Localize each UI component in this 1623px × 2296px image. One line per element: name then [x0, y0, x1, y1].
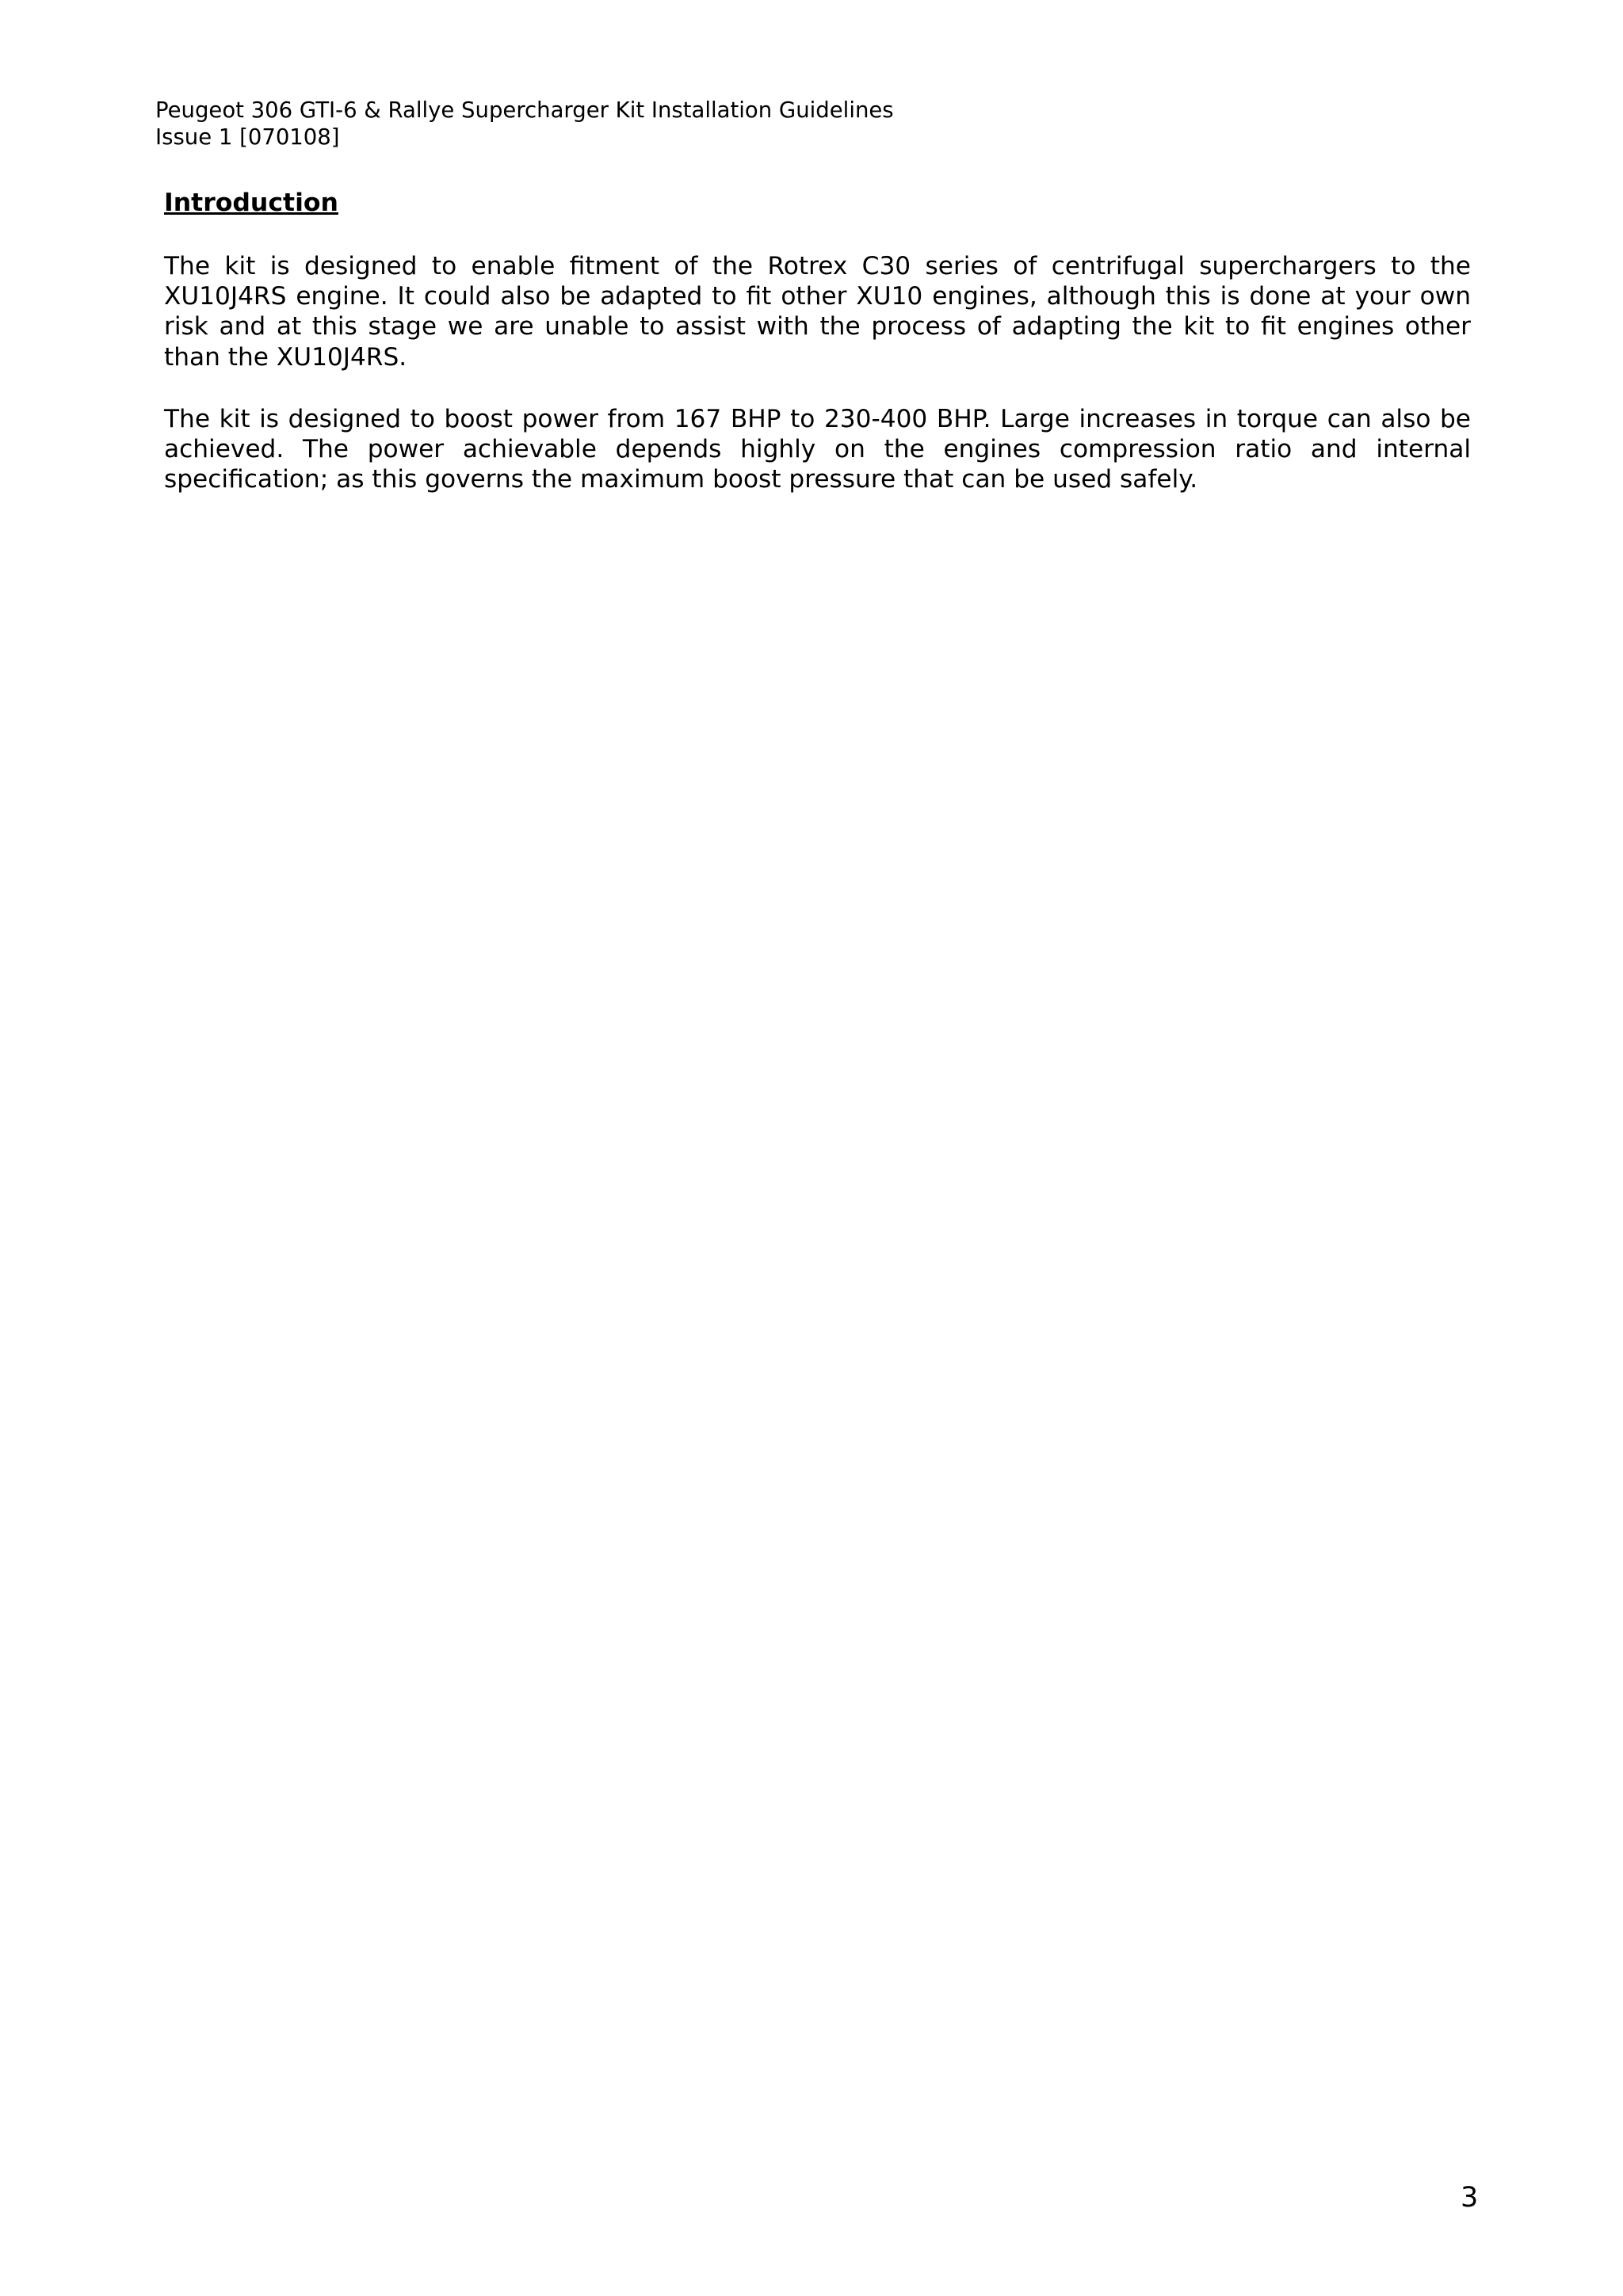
intro-paragraph-1: The kit is designed to enable fitment of the Rotrex C30 series of centrifugal superchargers to the XU10J4RS engine. It could also be adapted to fit other XU10 engines, although this is done at your own risk and at this stage we are unable to assist with the process of adapting the kit to fit engines other than the XU10J4RS.	[164, 252, 1471, 372]
document-header	[155, 97, 894, 151]
intro-paragraph-2: The kit is designed to boost power from 167 BHP to 230-400 BHP. Large increases in torque can also be achieved. The power achievable depends highly on the engines compression ratio and internal specification; as this governs the maximum boost pressure that can be used safely.	[164, 405, 1471, 494]
document-title: Peugeot 306 GTI-6 & Rallye Supercharger Kit Installation Guidelines	[155, 97, 894, 123]
page-number: 3	[1461, 2182, 1479, 2214]
section-heading: Introduction	[164, 189, 338, 217]
document-issue: Issue 1 [070108]	[155, 124, 340, 150]
